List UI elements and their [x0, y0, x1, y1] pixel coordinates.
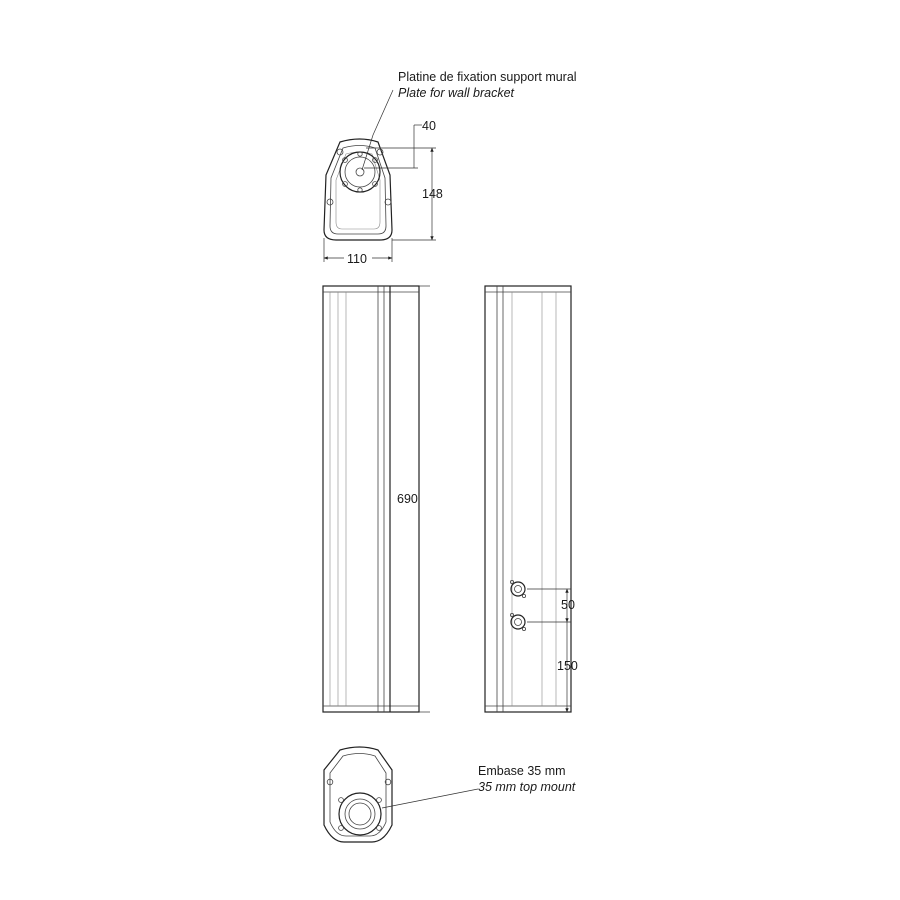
- top-mount-label-en: 35 mm top mount: [478, 780, 576, 794]
- wall-plate-label-en: Plate for wall bracket: [398, 86, 515, 100]
- dim-50-label: 50: [561, 598, 575, 612]
- wall-plate-leader: [362, 90, 393, 170]
- dim-690-label: 690: [397, 492, 418, 506]
- dim-40-label: 40: [422, 119, 436, 133]
- wall-plate-label-fr: Platine de fixation support mural: [398, 70, 577, 84]
- connector-upper: [510, 580, 525, 597]
- dim-150-label: 150: [557, 659, 578, 673]
- side-view: [485, 286, 571, 712]
- top-view: [324, 139, 392, 240]
- dim-110-label: 110: [347, 252, 367, 266]
- connector-lower: [510, 613, 525, 630]
- bottom-view: [324, 747, 392, 842]
- dim-148-label: 148: [422, 187, 443, 201]
- dimension-height: [419, 286, 430, 712]
- top-mount-label-fr: Embase 35 mm: [478, 764, 566, 778]
- top-mount-leader: [382, 789, 478, 808]
